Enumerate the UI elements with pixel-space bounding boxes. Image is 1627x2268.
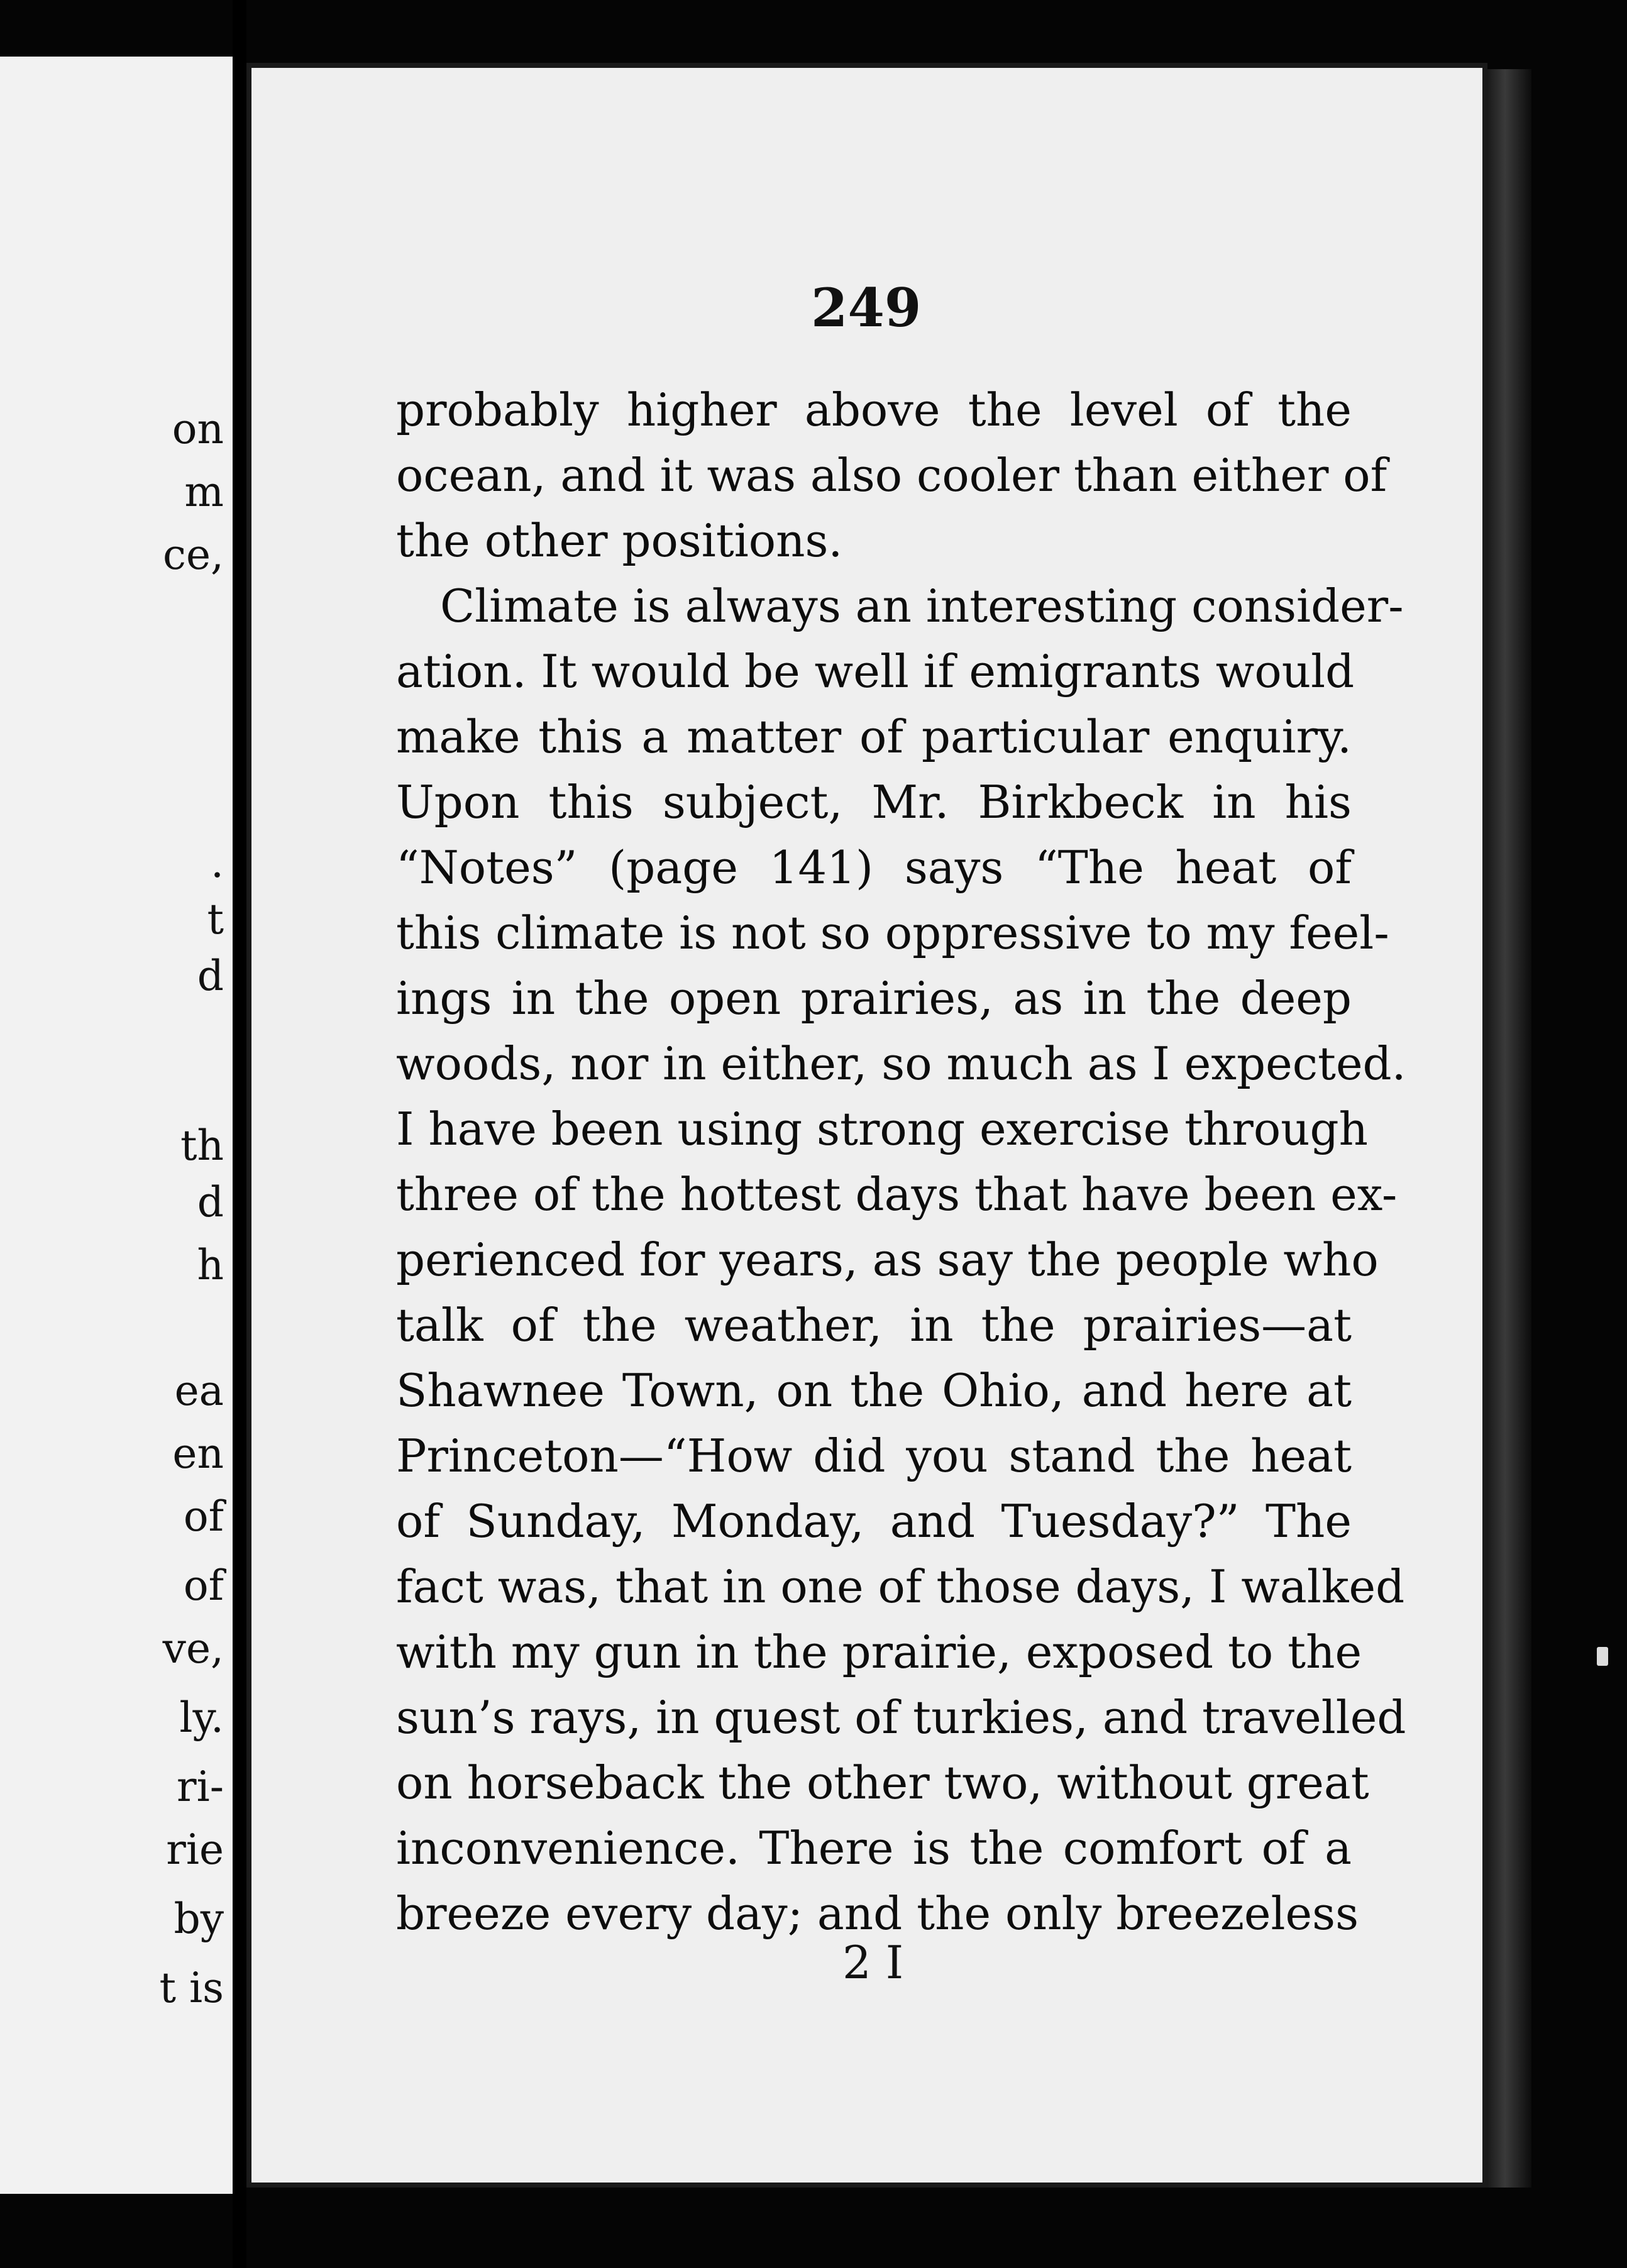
- body-text: [396, 377, 1406, 1946]
- left-page-fragment: rie: [166, 1825, 224, 1874]
- left-page-fragment: t is: [159, 1964, 224, 2012]
- text-line: “Notes” (page 141) says “The heat of: [396, 841, 1352, 894]
- text-line: Shawnee Town, on the Ohio, and here at: [396, 1364, 1352, 1417]
- page-number: 249: [811, 277, 922, 339]
- left-page-fragment: ea: [174, 1367, 224, 1415]
- text-line: ation. It would be well if emigrants would: [396, 645, 1355, 698]
- left-page-fragment: m: [184, 468, 224, 516]
- left-page-fragment: of: [183, 1561, 224, 1610]
- left-page-fragment: d: [197, 952, 224, 1000]
- text-line: three of the hottest days that have been ex-: [396, 1168, 1398, 1221]
- text-line: perienced for years, as say the people who: [396, 1233, 1379, 1286]
- left-page-fragment: on: [172, 405, 224, 453]
- text-line: probably higher above the level of the: [396, 383, 1352, 436]
- text-line: ocean, and it was also cooler than either of: [396, 449, 1387, 502]
- left-page: [0, 57, 239, 2194]
- left-page-fragment: d: [197, 1178, 224, 1226]
- text-line: woods, nor in either, so much as I expected.: [396, 1037, 1406, 1090]
- left-page-fragment: .: [211, 839, 224, 887]
- scan-artifact: [1597, 1647, 1608, 1666]
- left-page-fragment: ri-: [177, 1763, 224, 1811]
- text-line: on horseback the other two, without great: [396, 1756, 1369, 1809]
- left-page-fragment: t: [207, 895, 224, 944]
- text-line: inconvenience. There is the comfort of a: [396, 1822, 1352, 1874]
- text-line: Climate is always an interesting consider-: [440, 580, 1404, 632]
- text-line: of Sunday, Monday, and Tuesday?” The: [396, 1495, 1352, 1548]
- left-page-fragment: ve,: [162, 1624, 224, 1673]
- text-line: talk of the weather, in the prairies—at: [396, 1299, 1352, 1351]
- left-page-fragment: en: [172, 1429, 224, 1478]
- left-page-fragment: ly.: [179, 1693, 224, 1742]
- text-line: Princeton—“How did you stand the heat: [396, 1429, 1352, 1482]
- left-page-fragment: th: [180, 1121, 224, 1170]
- left-page-fragment: ce,: [162, 531, 224, 579]
- left-page-fragment: by: [174, 1895, 224, 1943]
- text-line: with my gun in the prairie, exposed to the: [396, 1626, 1362, 1678]
- text-line: ings in the open prairies, as in the deep: [396, 972, 1352, 1025]
- left-page-fragment: h: [197, 1241, 224, 1289]
- text-line: fact was, that in one of those days, I walked: [396, 1560, 1405, 1613]
- text-line: the other positions.: [396, 514, 843, 567]
- text-line: Upon this subject, Mr. Birkbeck in his: [396, 776, 1352, 828]
- page-edge: [1487, 69, 1531, 2188]
- text-line: breeze every day; and the only breezeless: [396, 1887, 1359, 1940]
- signature-mark: 2 I: [842, 1936, 904, 1989]
- text-line: make this a matter of particular enquiry.: [396, 710, 1352, 763]
- text-line: sun’s rays, in quest of turkies, and travelled: [396, 1691, 1406, 1744]
- text-line: this climate is not so oppressive to my feel-: [396, 906, 1389, 959]
- text-line: I have been using strong exercise through: [396, 1103, 1368, 1155]
- book-gutter: [233, 0, 246, 2268]
- left-page-fragment: of: [183, 1492, 224, 1541]
